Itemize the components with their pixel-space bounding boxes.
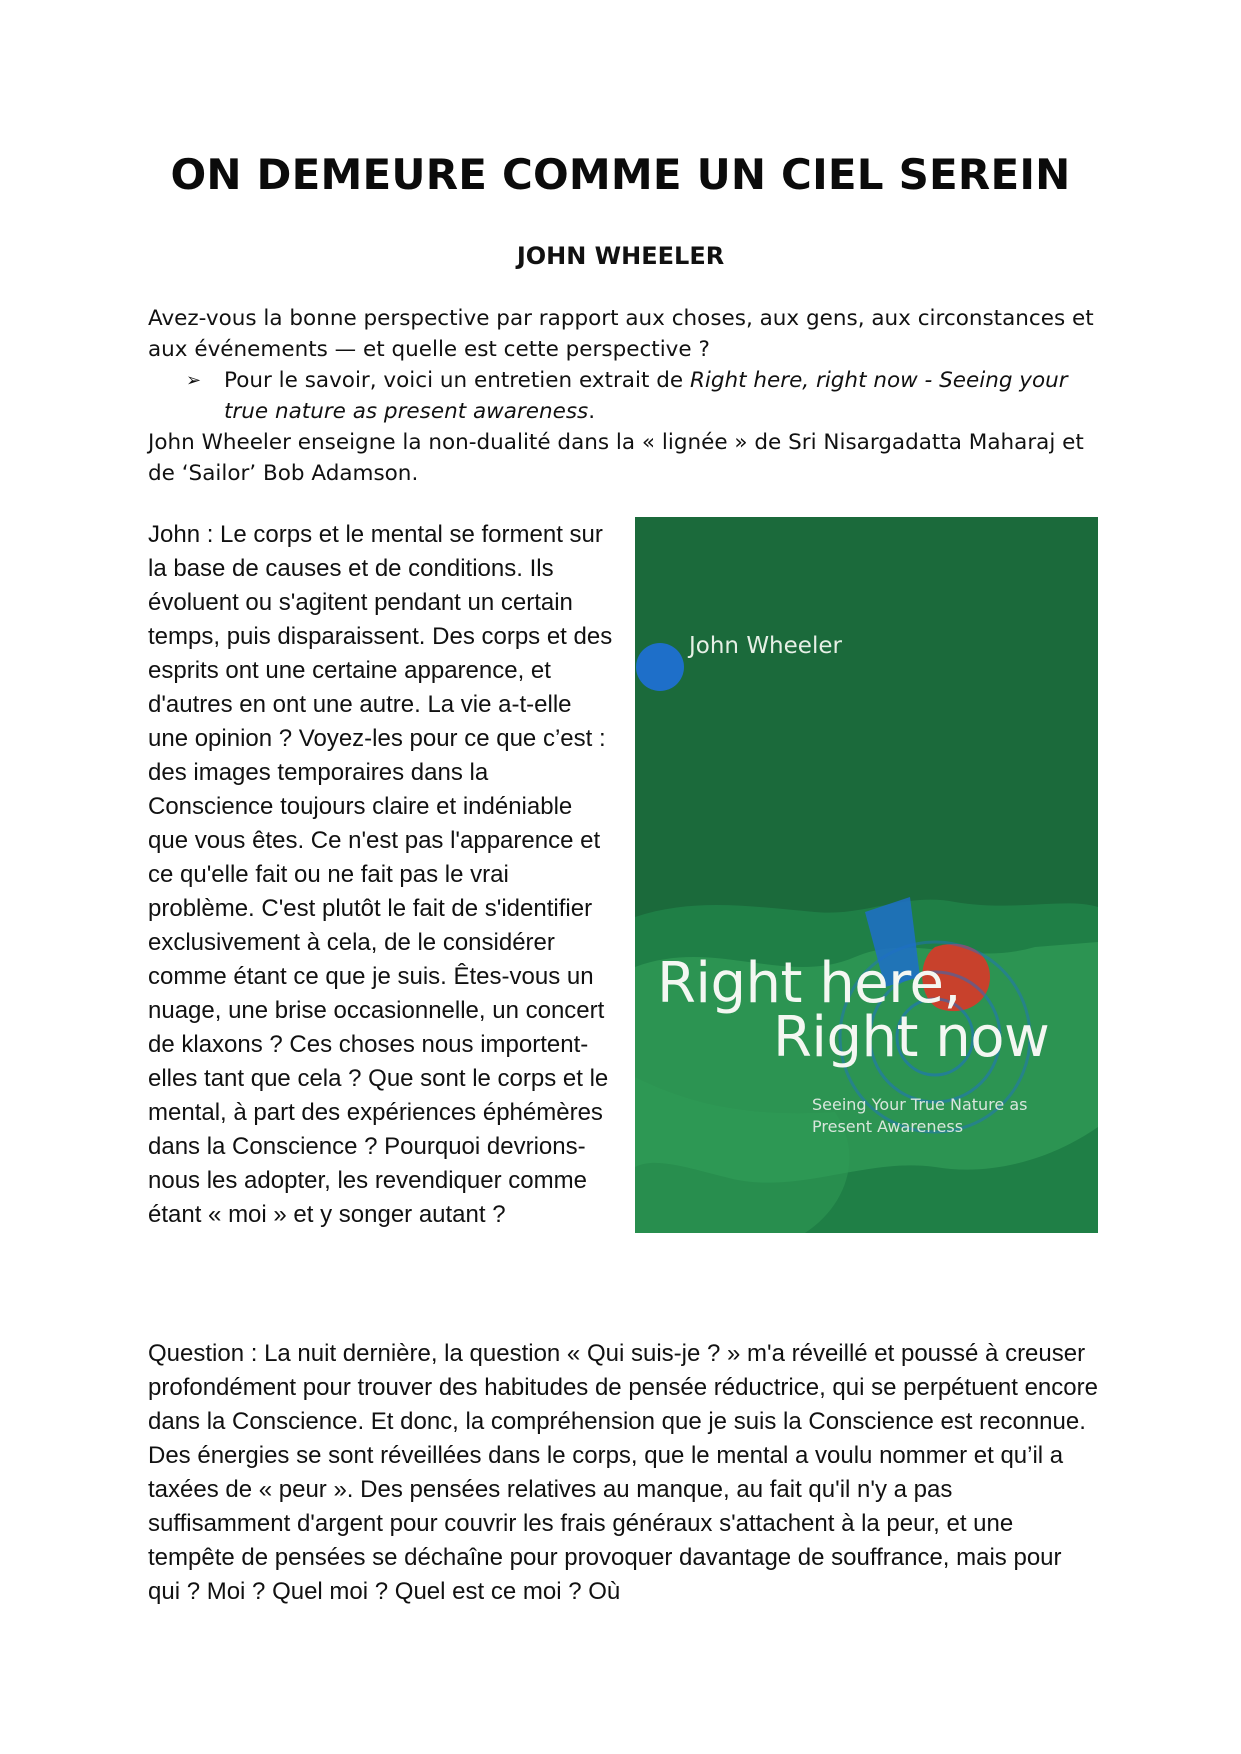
book-title-italic: Right here, right now - Seeing your true nature as present awareness (224, 368, 1068, 424)
cover-subtitle (812, 1094, 1027, 1138)
bullet-item (148, 365, 1098, 427)
question-paragraph: Question : La nuit dernière, la question « Qui suis-je ? » m'a réveillé et poussé à creuser profondément pour trouver des habitudes de pensée réductrice, qui se perpétuent encore dans la Conscience. Et donc, la compréhension que je suis la Conscience est reconnue. Des énergies se sont réveillées dans le corps, que le mental a voulu nommer et qu’il a taxées de « peur ». Des pensées relatives au manque, au fait qu'il n'y a pas suffisamment d'argent pour couvrir les frais généraux s'attachent à la peur, et une tempête de pensées se déchaîne pour provoquer davantage de souffrance, mais pour qui ? Moi ? Quel moi ? Quel est ce moi ? Où (148, 1340, 1098, 1605)
intro-section (148, 303, 1098, 489)
book-cover-image (635, 517, 1098, 1233)
bullet-lead: Pour le savoir, voici un entretien extrait de (224, 368, 690, 393)
page-title: ON DEMEURE COMME UN CIEL SEREIN (170, 150, 1071, 199)
john-paragraph: John : Le corps et le mental se forment sur la base de causes et de conditions. Ils évoluent ou s'agitent pendant un certain temps, puis disparaissent. Des corps et des esprits ont une certaine apparence, et d'autres en ont une autre. La vie a-t-elle une opinion ? Voyez-les pour ce que c’est : des images temporaires dans la Conscience toujours claire et indéniable que vous êtes. Ce n'est pas l'apparence et ce qu'elle fait ou ne fait pas le vrai problème. C'est plutôt le fait de s'identifier exclusivement à cela, de le considérer comme étant ce que je suis. Êtes-vous un nuage, une brise occasionnelle, un concert de klaxons ? Ces choses nous importent-elles tant que cela ? Que sont le corps et le mental, à part des expériences éphémères dans la Conscience ? Pourquoi devrions-nous les adopter, les revendiquer comme étant « moi » et y songer autant ? (148, 521, 613, 1228)
cover-author: John Wheeler (689, 633, 842, 659)
cover-blue-dot (636, 643, 684, 691)
john-section (148, 518, 1098, 1243)
arrowhead-bullet-icon: ➢ (186, 370, 202, 391)
cover-title (657, 951, 1050, 1070)
cover-title-line2: Right now (773, 1005, 1050, 1070)
cover-subtitle-line2: Present Awareness (812, 1117, 964, 1136)
cover-title-line1: Right here, (657, 951, 961, 1016)
lineage-paragraph: John Wheeler enseigne la non-dualité dans la « lignée » de Sri Nisargadatta Maharaj et de ‘Sailor’ Bob Adamson. (148, 430, 1084, 486)
cover-subtitle-line1: Seeing Your True Nature as (812, 1095, 1028, 1114)
author-heading: JOHN WHEELER (516, 242, 725, 270)
bullet-text (224, 365, 1098, 427)
intro-paragraph: Avez-vous la bonne perspective par rapport aux choses, aux gens, aux circonstances et aux événements — et quelle est cette perspective ? (148, 306, 1094, 362)
bullet-end: . (588, 399, 596, 424)
